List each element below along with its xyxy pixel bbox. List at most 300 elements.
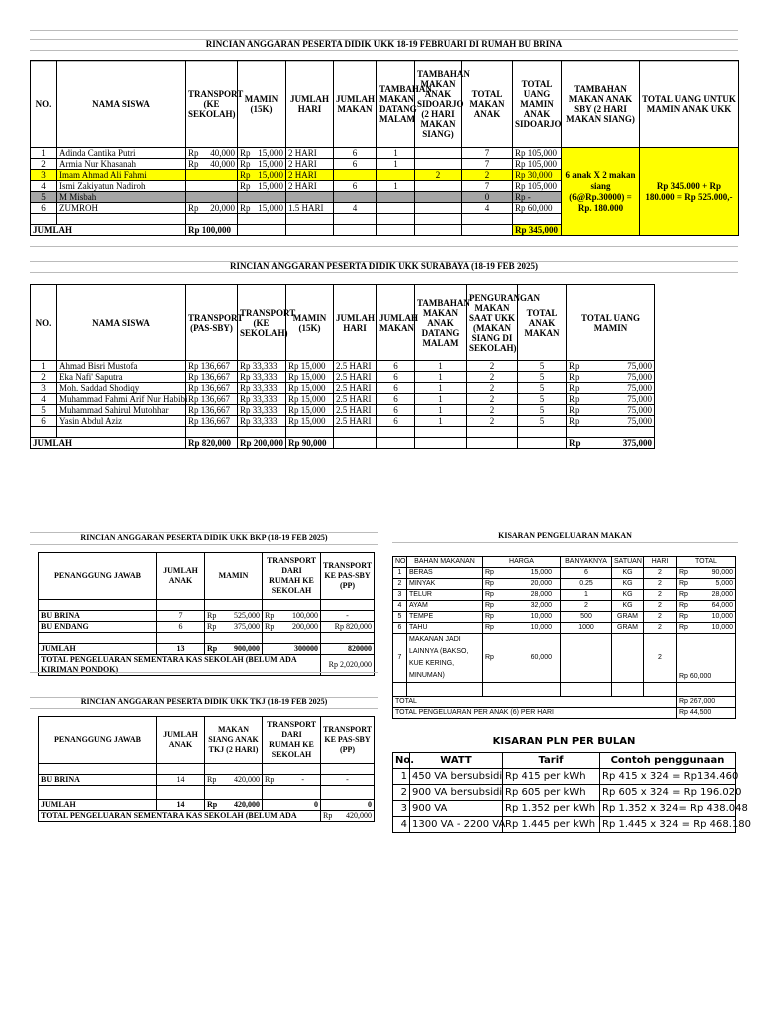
table-row [393, 634, 736, 683]
cell-rp: Rp [485, 654, 494, 661]
cell-rp: Rp [485, 613, 494, 620]
cell-bahan: MINYAK [407, 579, 483, 590]
cell-total: 5 [518, 383, 567, 394]
cell-no: 5 [31, 192, 57, 203]
cell-pj: BU BRINA [39, 775, 157, 786]
t2-header-transport: TRANSPORT (KE SEKOLAH) [238, 285, 286, 361]
t1-header-transport: TRANSPORT (KE SEKOLAH) [186, 61, 238, 148]
cell-contoh: Rp 605 x 324 = Rp 196.020 [600, 784, 736, 800]
t2-header-kurang: PENGURANGAN MAKAN SAAT UKK (MAKAN SIANG DI SEKOLAH) [467, 285, 518, 361]
cell-sidoarjo [415, 192, 462, 203]
cell-uang: Rp - [513, 192, 562, 203]
cell-transport: 40,000 [210, 148, 235, 158]
cell-mamin: Rp 15,000 [286, 361, 334, 372]
t1-header-sby: TAMBAHAN MAKAN ANAK SBY (2 HARI MAKAN SIANG) [562, 61, 640, 148]
cell-transport: Rp 33,333 [238, 383, 286, 394]
cell-pj: BU ENDANG [39, 622, 157, 633]
cell-hari: 2.5 HARI [334, 383, 377, 394]
cell-nama: ZUMROH [57, 203, 186, 214]
cell-rp: Rp [188, 148, 199, 158]
cell-tarif: Rp 605 per kWh [503, 784, 600, 800]
t5-per-anak-value: Rp 44,500 [677, 708, 736, 719]
cell-uang [567, 394, 655, 405]
cell-bahan: AYAM [407, 601, 483, 612]
t2-header-pas: TRANSPORT (PAS-SBY) [186, 285, 238, 361]
cell-no: 2 [31, 372, 57, 383]
cell-anak: 14 [157, 775, 205, 786]
cell-harga-value: 20,000 [530, 580, 552, 587]
cell-no: 3 [393, 590, 407, 601]
t3-header-pas: TRANSPORT KE PAS-SBY (PP) [321, 553, 375, 600]
cell-makan: 4 [334, 203, 377, 214]
t5-total-label: TOTAL [393, 697, 677, 708]
cell-total-value: 90,000 [711, 569, 733, 576]
cell-watt: 1300 VA - 2200 VA [410, 816, 503, 832]
gridline [392, 542, 738, 557]
t2-jumlah-uang: 375,000 [622, 438, 652, 448]
cell-transport: 100,000 [292, 611, 318, 620]
cell-hari: 2.5 HARI [334, 394, 377, 405]
cell-nama: Muhammad Sahirul Mutohhar [57, 405, 186, 416]
t4-jumlah-anak: 14 [157, 800, 205, 811]
cell-total: 2 [462, 170, 513, 181]
cell-no: 3 [393, 800, 410, 816]
cell-no: 7 [393, 634, 407, 683]
cell-hari: 2 [644, 579, 677, 590]
cell-sidoarjo: 2 [415, 170, 462, 181]
t5-header-total: TOTAL [677, 557, 736, 568]
cell-malam: 1 [377, 181, 415, 192]
t5-per-anak-row [393, 708, 736, 719]
cell-total: 7 [462, 159, 513, 170]
t1-header-no: NO. [31, 61, 57, 148]
cell-no: 4 [31, 181, 57, 192]
cell-rp: Rp [569, 372, 580, 382]
t1-header-total-uang: TOTAL UANG UNTUK MAMIN ANAK UKK [640, 61, 739, 148]
cell-sidoarjo [415, 203, 462, 214]
cell-pas: Rp 136,667 [186, 394, 238, 405]
cell-pas: - [321, 775, 375, 786]
t5-total-value: Rp 267,000 [677, 697, 736, 708]
cell-uang: Rp 105,000 [513, 181, 562, 192]
cell-rp: Rp [485, 591, 494, 598]
cell-harga-value: 10,000 [530, 624, 552, 631]
cell-hari: 2 [644, 612, 677, 623]
cell-mamin: 15,000 [258, 159, 283, 169]
cell-hari: 2.5 HARI [334, 361, 377, 372]
cell-mamin: 420,000 [234, 775, 260, 784]
table-row [393, 601, 736, 612]
cell-rp: Rp [679, 591, 688, 598]
cell-mamin: Rp 15,000 [286, 405, 334, 416]
table-row [393, 623, 736, 634]
cell-total-value: 10,000 [711, 613, 733, 620]
t1-sby-note: 6 anak X 2 makan siang (6@Rp.30000) = Rp. 180.000 [562, 148, 640, 236]
t5-total-row [393, 697, 736, 708]
cell-rp: Rp [485, 602, 494, 609]
cell-total [677, 568, 736, 579]
cell-total-value: 5,000 [715, 580, 733, 587]
t5-per-anak-label: TOTAL PENGELUARAN PER ANAK (6) PER HARI [393, 708, 677, 719]
cell-transport: Rp 33,333 [238, 405, 286, 416]
cell-no: 4 [393, 601, 407, 612]
cell-banyak: 1000 [561, 623, 612, 634]
cell-total: 5 [518, 372, 567, 383]
cell-harga [483, 612, 561, 623]
t5-header-satuan: SATUAN [612, 557, 644, 568]
cell-total: 5 [518, 405, 567, 416]
cell-anak: 7 [157, 611, 205, 622]
cell-mamin: 15,000 [258, 203, 283, 213]
cell-mamin: Rp 15,000 [286, 372, 334, 383]
t6-header-no: No. [393, 752, 410, 768]
cell-rp: Rp [323, 811, 333, 820]
t4-total-row [39, 811, 375, 822]
cell-rp: Rp [679, 624, 688, 631]
t4-total-value: 420,000 [346, 811, 372, 820]
t2-jumlah-row [31, 438, 655, 449]
cell-transport: Rp 33,333 [238, 416, 286, 427]
t3-title: RINCIAN ANGGARAN PESERTA DIDIK UKK BKP (18-19 FEB 2025) [80, 533, 328, 542]
cell-no: 2 [393, 579, 407, 590]
cell-rp: Rp [265, 611, 275, 620]
cell-total-value: 10,000 [711, 624, 733, 631]
cell-uang [567, 361, 655, 372]
cell-makan [334, 170, 377, 181]
cell-transport: - [301, 775, 304, 784]
cell-pas: Rp 136,667 [186, 383, 238, 394]
table-row [39, 775, 375, 786]
t1-header-sidoarjo: TAMBAHAN MAKAN ANAK SIDOARJO (2 HARI MAKAN SIANG) [415, 61, 462, 148]
t4-header-mamin: MAKAN SIANG ANAK TKJ (2 HARI) [205, 717, 263, 764]
cell-makan: 6 [334, 181, 377, 192]
t5-table [392, 556, 736, 719]
cell-total: 5 [518, 394, 567, 405]
cell-uang-value: 75,000 [627, 372, 652, 382]
cell-rp: Rp [207, 611, 217, 620]
cell-transport: Rp 33,333 [238, 372, 286, 383]
cell-uang-value: 75,000 [627, 405, 652, 415]
cell-nama: Ahmad Bisri Mustofa [57, 361, 186, 372]
cell-sidoarjo [415, 148, 462, 159]
cell-mamin [238, 192, 286, 203]
cell-harga-value: 15,000 [530, 569, 552, 576]
table-row [393, 784, 736, 800]
cell-watt: 450 VA bersubsidi [410, 768, 503, 784]
t3-header-pj: PENANGGUNG JAWAB [39, 553, 157, 600]
cell-harga: 60,000 [530, 654, 552, 661]
cell-hari: 2 [644, 601, 677, 612]
cell-rp: Rp [207, 644, 218, 653]
t1-jumlah-uang: Rp 345,000 [513, 225, 562, 236]
table-row [393, 800, 736, 816]
cell-kurang: 2 [467, 383, 518, 394]
t5-header-no: NO. [393, 557, 407, 568]
cell-harga [483, 601, 561, 612]
cell-uang-value: 75,000 [627, 394, 652, 404]
cell-mamin: 15,000 [258, 148, 283, 158]
cell-uang: Rp 60,000 [513, 203, 562, 214]
cell-malam [377, 170, 415, 181]
cell-no: 5 [393, 612, 407, 623]
cell-banyak: 0.25 [561, 579, 612, 590]
cell-rp: Rp [188, 203, 199, 213]
cell-no: 1 [31, 148, 57, 159]
cell-total [677, 579, 736, 590]
cell-transport [186, 181, 238, 192]
cell-no: 2 [31, 159, 57, 170]
cell-no: 2 [393, 784, 410, 800]
cell-hari: 2 [644, 634, 677, 683]
cell-makan: 6 [377, 383, 415, 394]
cell-malam [377, 203, 415, 214]
t5-title: KISARAN PENGELUARAN MAKAN [498, 531, 632, 540]
cell-satuan: GRAM [612, 612, 644, 623]
cell-no: 4 [393, 816, 410, 832]
cell-pas: Rp 820,000 [321, 622, 375, 633]
t3-jumlah-pas: 820000 [321, 644, 375, 655]
t1-table [30, 60, 739, 236]
cell-bahan: TELUR [407, 590, 483, 601]
cell-no: 1 [393, 768, 410, 784]
cell-makan: 6 [377, 405, 415, 416]
cell-pas: - [321, 611, 375, 622]
t2-table [30, 284, 655, 449]
t4-jumlah-label: JUMLAH [39, 800, 157, 811]
cell-satuan: GRAM [612, 623, 644, 634]
t4-jumlah-mamin: 420,000 [234, 800, 260, 809]
cell-banyak: 500 [561, 612, 612, 623]
t2-title: RINCIAN ANGGARAN PESERTA DIDIK UKK SURABAYA (18-19 FEB 2025) [230, 261, 538, 271]
cell-uang: Rp 30,000 [513, 170, 562, 181]
cell-rp: Rp [207, 800, 218, 809]
cell-mamin: 525,000 [234, 611, 260, 620]
cell-total [677, 623, 736, 634]
cell-mamin: Rp 15,000 [286, 383, 334, 394]
cell-total [677, 612, 736, 623]
cell-uang [567, 405, 655, 416]
cell-nama: Adinda Cantika Putri [57, 148, 186, 159]
t4-header-transport: TRANSPORT DARI RUMAH KE SEKOLAH [263, 717, 321, 764]
t3-header-mamin: MAMIN [205, 553, 263, 600]
t1-header-makan: JUMLAH MAKAN [334, 61, 377, 148]
cell-harga [483, 568, 561, 579]
cell-bahan: BERAS [407, 568, 483, 579]
t3-table [38, 552, 375, 676]
cell-hari: 2 [644, 623, 677, 634]
cell-nama: M Misbah [57, 192, 186, 203]
cell-rp: Rp [569, 405, 580, 415]
cell-rp: Rp [240, 170, 251, 180]
cell-satuan: KG [612, 579, 644, 590]
cell-nama: Imam Ahmad Ali Fahmi [57, 170, 186, 181]
cell-no: 6 [31, 203, 57, 214]
cell-tarif: Rp 415 per kWh [503, 768, 600, 784]
t2-header-total-makan: TOTAL ANAK MAKAN [518, 285, 567, 361]
cell-harga [483, 579, 561, 590]
cell-makan: 6 [334, 148, 377, 159]
cell-hari: 2 HARI [286, 170, 334, 181]
cell-makan: 6 [377, 372, 415, 383]
cell-anak: 6 [157, 622, 205, 633]
cell-rp: Rp [265, 622, 275, 631]
cell-satuan: KG [612, 590, 644, 601]
cell-hari: 2 [644, 590, 677, 601]
cell-satuan: KG [612, 568, 644, 579]
t4-header-anak: JUMLAH ANAK [157, 717, 205, 764]
cell-rp: Rp [569, 416, 580, 426]
cell-hari: 2 HARI [286, 181, 334, 192]
cell-no: 6 [393, 623, 407, 634]
cell-transport: Rp 33,333 [238, 361, 286, 372]
cell-nama: Ismi Zakiyatun Nadiroh [57, 181, 186, 192]
cell-no: 1 [393, 568, 407, 579]
cell-banyak: 6 [561, 568, 612, 579]
table-row [393, 579, 736, 590]
t2-header-total-uang: TOTAL UANG MAMIN [567, 285, 655, 361]
table-row [31, 372, 655, 383]
cell-rp: Rp [265, 775, 275, 784]
cell-transport: 20,000 [210, 203, 235, 213]
cell-total: 5 [518, 416, 567, 427]
cell-nama: Moh. Saddad Shodiqy [57, 383, 186, 394]
cell-uang [567, 372, 655, 383]
cell-kurang: 2 [467, 372, 518, 383]
cell-malam: 1 [415, 394, 467, 405]
table-row [31, 405, 655, 416]
cell-uang-value: 75,000 [627, 383, 652, 393]
cell-rp: Rp [188, 159, 199, 169]
table-row [31, 148, 739, 159]
t4-header-pj: PENANGGUNG JAWAB [39, 717, 157, 764]
cell-rp: Rp [485, 624, 494, 631]
t3-total-label: TOTAL PENGELUARAN SEMENTARA KAS SEKOLAH (BELUM ADA KIRIMAN PONDOK) [39, 655, 321, 676]
cell-rp: Rp [240, 148, 251, 158]
t4-title: RINCIAN ANGGARAN PESERTA DIDIK UKK TKJ (18-19 FEB 2025) [80, 697, 328, 706]
cell-harga [483, 590, 561, 601]
cell-hari [286, 192, 334, 203]
t1-total-note: Rp 345.000 + Rp 180.000 = Rp 525.000,- [640, 148, 739, 236]
t6-header-contoh: Contoh penggunaan [600, 752, 736, 768]
t2-header-malam: TAMBAHAN MAKAN ANAK DATANG MALAM [415, 285, 467, 361]
t1-title: RINCIAN ANGGARAN PESERTA DIDIK UKK 18-19 FEBRUARI DI RUMAH BU BRINA [205, 39, 563, 49]
cell-malam [377, 192, 415, 203]
cell-malam: 1 [415, 372, 467, 383]
cell-total [677, 601, 736, 612]
cell-kurang: 2 [467, 416, 518, 427]
cell-hari: 2.5 HARI [334, 372, 377, 383]
cell-contoh: Rp 415 x 324 = Rp134.460 [600, 768, 736, 784]
t2-header-mamin: MAMIN (15K) [286, 285, 334, 361]
t1-jumlah-label: JUMLAH [31, 225, 186, 236]
cell-uang [567, 383, 655, 394]
t3-jumlah-label: JUMLAH [39, 644, 157, 655]
t4-jumlah-row [39, 800, 375, 811]
cell-makan: 6 [334, 159, 377, 170]
cell-rp: Rp [679, 613, 688, 620]
cell-rp: Rp [679, 602, 688, 609]
cell-nama: Yasin Abdul Aziz [57, 416, 186, 427]
cell-rp: Rp [207, 775, 217, 784]
cell-rp: Rp [240, 181, 251, 191]
cell-harga-value: 10,000 [530, 613, 552, 620]
cell-nama: Armia Nur Khasanah [57, 159, 186, 170]
cell-rp: Rp [569, 438, 581, 448]
t6-header-watt: WATT [410, 752, 503, 768]
cell-nama: Muhammad Fahmi Arif Nur Habibi [57, 394, 186, 405]
cell-hari: 2.5 HARI [334, 416, 377, 427]
table-row [31, 361, 655, 372]
cell-makan: 6 [377, 416, 415, 427]
t2-header-no: NO. [31, 285, 57, 361]
cell-uang-value: 75,000 [627, 361, 652, 371]
table-row [39, 622, 375, 633]
t1-header-hari: JUMLAH HARI [286, 61, 334, 148]
cell-no: 3 [31, 170, 57, 181]
cell-pas: Rp 136,667 [186, 405, 238, 416]
cell-rp: Rp [569, 383, 580, 393]
cell-no: 3 [31, 383, 57, 394]
table-row [393, 612, 736, 623]
cell-transport: 200,000 [292, 622, 318, 631]
t1-header-nama: NAMA SISWA [57, 61, 186, 148]
table-row [393, 816, 736, 832]
t1-header-total-makan: TOTAL MAKAN ANAK [462, 61, 513, 148]
t6-title: KISARAN PLN PER BULAN [393, 732, 736, 752]
cell-tarif: Rp 1.352 per kWh [503, 800, 600, 816]
cell-hari: 2.5 HARI [334, 405, 377, 416]
cell-no: 6 [31, 416, 57, 427]
cell-bahan: TAHU [407, 623, 483, 634]
cell-mamin: Rp 15,000 [286, 416, 334, 427]
cell-watt: 900 VA [410, 800, 503, 816]
cell-contoh: Rp 1.445 x 324 = Rp 468.180 [600, 816, 736, 832]
t5-header-bahan: BAHAN MAKANAN [407, 557, 483, 568]
cell-contoh: Rp 1.352 x 324= Rp 438.048 [600, 800, 736, 816]
cell-malam: 1 [377, 148, 415, 159]
cell-transport [186, 170, 238, 181]
cell-no: 4 [31, 394, 57, 405]
cell-total: 5 [518, 361, 567, 372]
cell-total: 7 [462, 148, 513, 159]
cell-mamin: Rp 15,000 [286, 394, 334, 405]
cell-harga [483, 623, 561, 634]
t3-header-transport: TRANSPORT DARI RUMAH KE SEKOLAH [263, 553, 321, 600]
cell-total-value: 28,000 [711, 591, 733, 598]
cell-kurang: 2 [467, 361, 518, 372]
t3-header-anak: JUMLAH ANAK [157, 553, 205, 600]
t1-header-uang-sidoarjo: TOTAL UANG MAMIN ANAK SIDOARJO [513, 61, 562, 148]
cell-hari: 1.5 HARI [286, 203, 334, 214]
cell-rp: Rp [679, 569, 688, 576]
cell-pas: Rp 136,667 [186, 361, 238, 372]
t2-jumlah-mamin: Rp 90,000 [286, 438, 334, 449]
cell-harga-value: 28,000 [530, 591, 552, 598]
t2-jumlah-pas: Rp 820,000 [186, 438, 238, 449]
cell-banyak: 1 [561, 590, 612, 601]
cell-makan: 6 [377, 361, 415, 372]
cell-satuan: KG [612, 601, 644, 612]
cell-rp: Rp [569, 394, 580, 404]
t3-jumlah-row [39, 644, 375, 655]
t3-jumlah-anak: 13 [157, 644, 205, 655]
cell-pas: Rp 136,667 [186, 416, 238, 427]
t4-jumlah-pas: 0 [321, 800, 375, 811]
cell-sidoarjo [415, 181, 462, 192]
cell-kurang: 2 [467, 405, 518, 416]
cell-uang-value: 75,000 [627, 416, 652, 426]
cell-hari: 2 HARI [286, 159, 334, 170]
